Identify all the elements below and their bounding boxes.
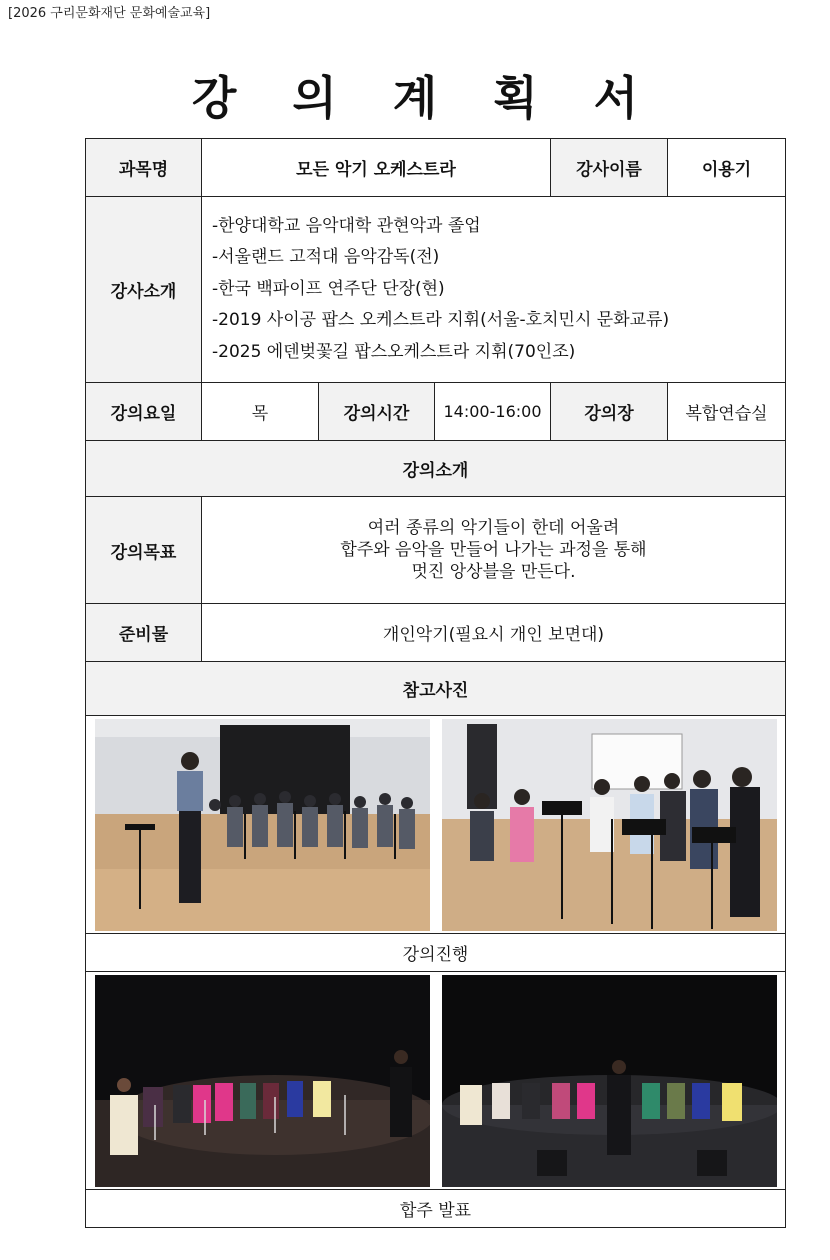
goal-text — [202, 497, 786, 604]
goal-line: 여러 종류의 악기들이 한데 어울려 — [367, 518, 620, 538]
performance-caption-row — [86, 1190, 786, 1228]
instructor-bio — [202, 197, 786, 383]
goal-line: 합주와 음악을 만들어 나가는 과정을 통해 — [340, 540, 647, 560]
lecture-plan-table — [85, 138, 786, 1228]
time-label: 강의시간 — [319, 383, 435, 441]
performance-photo-1 — [95, 975, 430, 1187]
performance-photos-cell — [86, 972, 786, 1190]
bio-line: -2019 사이공 팝스 오케스트라 지휘(서울-호치민시 문화교류) — [212, 310, 670, 331]
instructor-label: 강사이름 — [551, 139, 668, 197]
materials-value: 개인악기(필요시 개인 보면대) — [202, 604, 786, 662]
time-value: 14:00-16:00 — [435, 383, 551, 441]
subject-row — [86, 139, 786, 197]
materials-row — [86, 604, 786, 662]
performance-caption: 합주 발표 — [86, 1190, 786, 1228]
rehearsal-caption-row — [86, 934, 786, 972]
instructor-intro-row — [86, 197, 786, 383]
rehearsal-photo-2 — [442, 719, 777, 931]
goal-line: 멋진 앙상블을 만든다. — [411, 562, 576, 582]
header-tag: [2026 구리문화재단 문화예술교육] — [8, 6, 211, 21]
goal-row — [86, 497, 786, 604]
rehearsal-caption: 강의진행 — [86, 934, 786, 972]
schedule-row — [86, 383, 786, 441]
document-title: 강 의 계 획 서 — [191, 71, 659, 125]
place-value: 복합연습실 — [668, 383, 786, 441]
bio-line: -한양대학교 음악대학 관현악과 졸업 — [212, 215, 481, 236]
performance-photos-row — [86, 972, 786, 1190]
bio-line: -한국 백파이프 연주단 단장(현) — [212, 278, 445, 299]
photos-heading-row — [86, 662, 786, 716]
instructor-intro-label: 강사소개 — [86, 197, 202, 383]
rehearsal-photos-cell — [86, 716, 786, 934]
day-value: 목 — [202, 383, 319, 441]
place-label: 강의장 — [551, 383, 668, 441]
performance-photo-2 — [442, 975, 777, 1187]
subject-value: 모든 악기 오케스트라 — [202, 139, 551, 197]
day-label: 강의요일 — [86, 383, 202, 441]
rehearsal-photos-row — [86, 716, 786, 934]
rehearsal-photo-1 — [95, 719, 430, 931]
course-intro-heading-row — [86, 441, 786, 497]
materials-label: 준비물 — [86, 604, 202, 662]
instructor-value: 이용기 — [668, 139, 786, 197]
subject-label: 과목명 — [86, 139, 202, 197]
goal-label: 강의목표 — [86, 497, 202, 604]
photos-heading: 참고사진 — [86, 662, 786, 716]
bio-line: -서울랜드 고적대 음악감독(전) — [212, 247, 440, 268]
bio-line: -2025 에덴벚꽃길 팝스오케스트라 지휘(70인조) — [212, 341, 576, 362]
course-intro-heading: 강의소개 — [86, 441, 786, 497]
